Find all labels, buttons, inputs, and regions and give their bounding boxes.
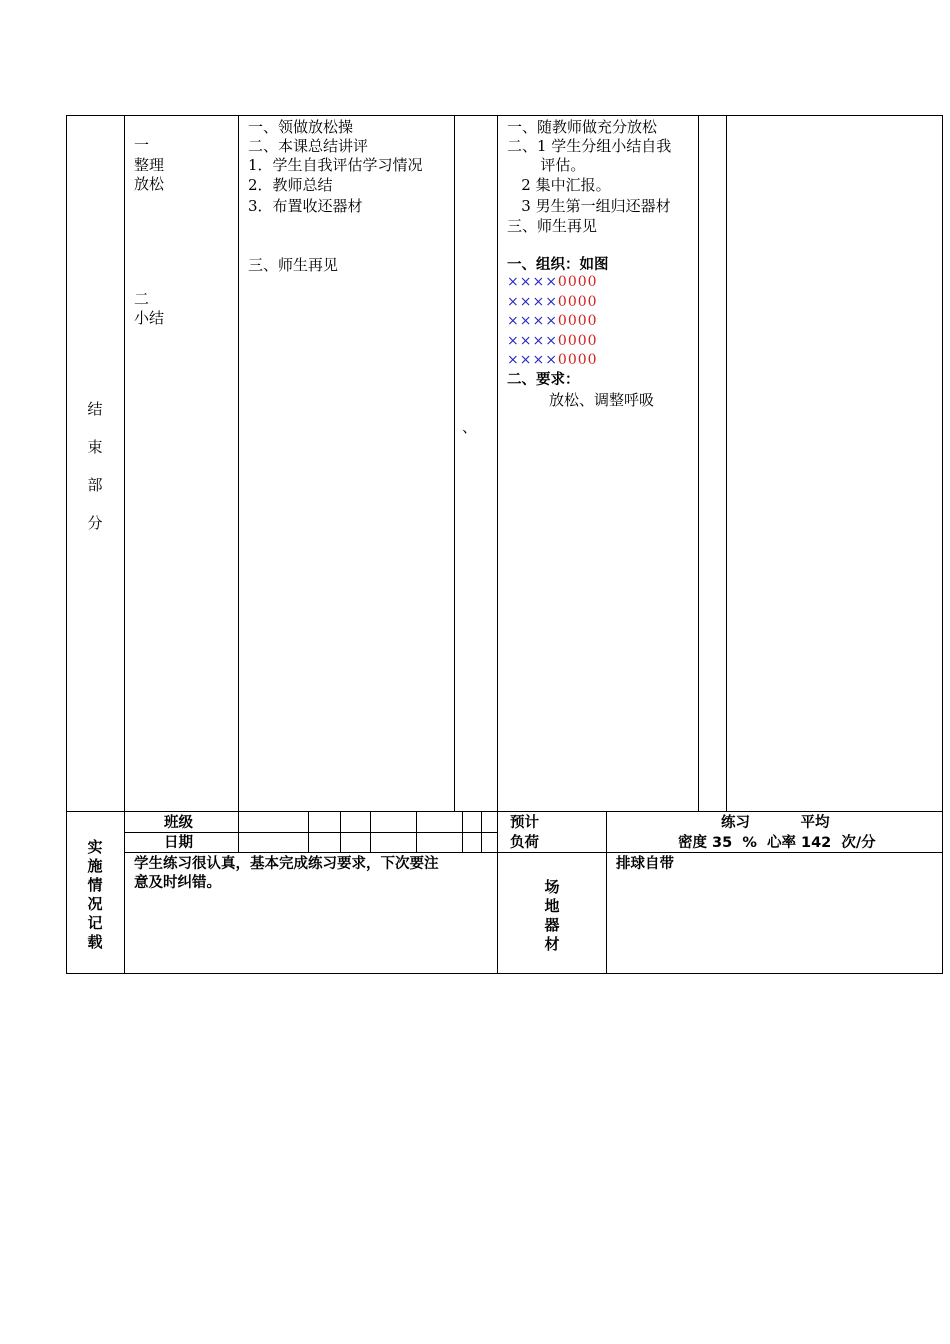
formation-crosses: ×××× [507, 352, 558, 368]
requirements-text: 放松、调整呼吸 [549, 391, 655, 409]
teacher-line: 2．教师总结 [248, 176, 333, 194]
table-top-border [66, 115, 943, 116]
formation-crosses: ×××× [507, 293, 558, 310]
organization-title: 一、组织：如图 [507, 257, 609, 273]
class-cell-divider-4 [370, 811, 371, 852]
venue-label-char: 场 [544, 878, 560, 896]
load-label-line1: 预计 [510, 815, 539, 831]
formation-row [507, 333, 598, 353]
col-divider-intensity [726, 115, 727, 811]
col-divider-teacher [454, 115, 455, 811]
record-label-char: 载 [87, 933, 103, 951]
col-divider-content [238, 115, 239, 811]
formation-circles: 0000 [557, 293, 598, 310]
formation-row [507, 313, 598, 333]
student-line: 三、师生再见 [507, 217, 598, 235]
venue-label-char: 器 [544, 916, 560, 934]
venue-label-char: 材 [544, 935, 560, 953]
formation-row [507, 274, 598, 294]
content-item1-name-line1: 整理 [134, 156, 165, 174]
venue-label-char: 地 [544, 897, 560, 915]
load-label-line2: 负荷 [510, 835, 539, 851]
class-cell-divider-5 [416, 811, 417, 852]
record-section-label [85, 836, 105, 950]
formation-row [507, 294, 598, 314]
table-left-border [66, 115, 67, 974]
density-value-line: 密度 35 % 心率 142 次/分 [678, 835, 876, 851]
formation-circles: 0000 [557, 274, 598, 290]
closing-label-char: 部 [87, 476, 103, 494]
teacher-line: 3．布置收还器材 [248, 197, 363, 215]
requirements-title: 二、要求： [507, 372, 580, 388]
record-label-char: 施 [87, 857, 103, 875]
class-cell-divider-1 [238, 811, 239, 852]
table-section-divider [66, 811, 943, 812]
record-label-char: 况 [87, 895, 103, 913]
table-right-border [942, 115, 943, 974]
table-bottom-border [66, 973, 943, 974]
record-note-line1: 学生练习很认真，基本完成练习要求，下次要注 [134, 856, 439, 872]
student-line: 3 男生第一组归还器材 [507, 197, 671, 215]
formation-row [507, 352, 598, 372]
record-label-char: 实 [87, 838, 103, 856]
formation-circles: 0000 [557, 313, 598, 329]
student-line: 一、随教师做充分放松 [507, 118, 658, 136]
teacher-line: 1．学生自我评估学习情况 [248, 156, 423, 174]
venue-value: 排球自带 [616, 856, 674, 872]
record-note-line2: 意及时纠错。 [134, 875, 221, 891]
student-line: 2 集中汇报。 [507, 176, 611, 194]
content-item1-name-line2: 放松 [134, 175, 165, 193]
time-mark: 、 [462, 418, 478, 436]
student-line: 评估。 [507, 156, 586, 174]
record-label-char: 记 [87, 914, 103, 932]
closing-section-label [85, 398, 105, 550]
content-item2-name: 小结 [134, 309, 165, 327]
content-item1-number: 一 [134, 136, 150, 154]
formation-crosses: ×××× [507, 332, 558, 349]
teacher-farewell: 三、师生再见 [248, 256, 339, 274]
formation-circles: 0000 [557, 352, 598, 368]
col-divider-label [124, 115, 125, 973]
col-divider-student [698, 115, 699, 811]
formation-diagram [507, 274, 598, 372]
class-cell-divider-6 [462, 811, 463, 852]
load-density-divider [606, 811, 607, 973]
formation-crosses: ×××× [507, 274, 558, 290]
class-cell-divider-3 [340, 811, 341, 852]
record-label-char: 情 [87, 876, 103, 894]
formation-circles: 0000 [557, 332, 598, 349]
teacher-line: 二、本课总结讲评 [248, 137, 369, 155]
closing-label-char: 束 [87, 438, 103, 456]
class-cell-divider-7 [481, 811, 482, 852]
venue-label [542, 876, 562, 952]
formation-crosses: ×××× [507, 313, 558, 329]
class-label: 班级 [164, 815, 193, 831]
date-label: 日期 [164, 835, 193, 851]
closing-label-char: 结 [87, 400, 103, 418]
student-line: 二、1 学生分组小结自我 [507, 137, 672, 155]
col-divider-time [497, 115, 498, 973]
teacher-line: 一、领做放松操 [248, 118, 354, 136]
class-cell-divider-2 [308, 811, 309, 852]
content-item2-number: 二 [134, 290, 150, 308]
closing-label-char: 分 [87, 514, 103, 532]
density-label-line1: 练习 平均 [721, 815, 830, 831]
